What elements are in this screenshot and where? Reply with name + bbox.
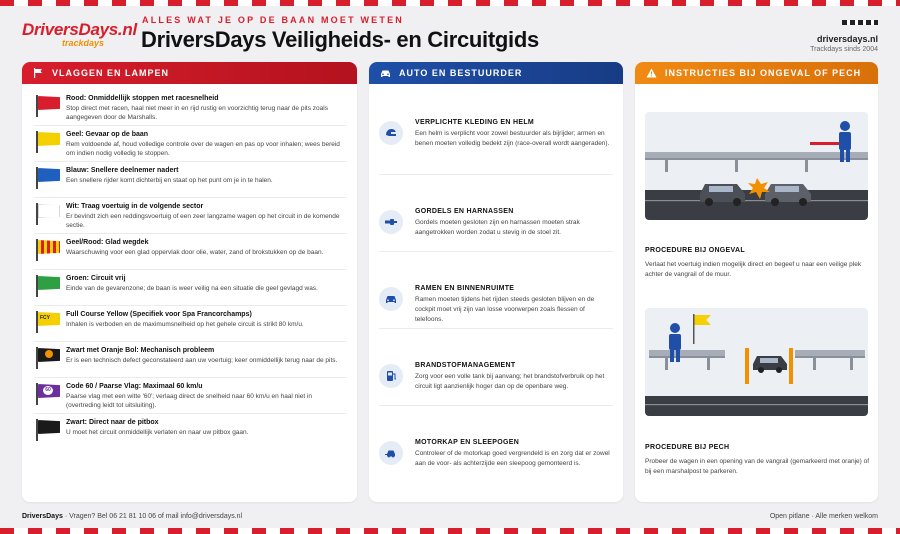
flag-desc: Er bevindt zich een reddingsvoertuig of een zeer langzame wagen op het circuit in de komende sectie. [66, 213, 340, 229]
incident-panel-title: INSTRUCTIES BIJ ONGEVAL OF PECH [665, 68, 862, 78]
seatbelt-icon [379, 210, 403, 234]
flags-panel-title: VLAGGEN EN LAMPEN [52, 68, 170, 78]
car-item-title: GORDELS EN HARNASSEN [415, 208, 514, 215]
flag-title: Groen: Circuit vrij [66, 275, 126, 282]
code60-label: 60 [43, 386, 53, 395]
page-eyebrow: ALLES WAT JE OP DE BAAN MOET WETEN [142, 15, 404, 25]
car-item-title: RAMEN EN BINNENRUIMTE [415, 285, 515, 292]
flag-row [34, 306, 347, 342]
race-flag-icon [34, 419, 62, 441]
flags-panel-header [22, 62, 357, 84]
incident-panel [635, 62, 878, 502]
car-item-text [415, 438, 613, 469]
flag-text [66, 418, 347, 437]
car-item-text [415, 207, 613, 238]
race-flag-icon [34, 311, 62, 333]
incident-panel-header [635, 62, 878, 84]
car-item [379, 84, 613, 175]
flag-text [66, 130, 347, 158]
car-item-desc: Ramen moeten tijdens het rijden steeds gesloten blijven en de cockpit moet vrij zijn van losse voorwerpen zoals flessen of telefoons. [415, 296, 595, 323]
flag-text [66, 310, 347, 329]
flag-desc: Stop direct met racen, haal niet meer in en rijd rustig en voorzichtig terug naar de pits zoals aangegeven door de Marshalls. [66, 105, 328, 121]
kerb-stripe-top [0, 0, 900, 6]
accident-procedure-title: PROCEDURE BIJ ONGEVAL [645, 247, 745, 254]
car-item-text [415, 361, 613, 392]
breakdown-illustration [645, 308, 868, 416]
accident-procedure-desc: Verlaat het voertuig indien mogelijk direct en begeef u naar een veilige plek achter de vangrail of de muur. [645, 261, 862, 278]
breakdown-procedure-title: PROCEDURE BIJ PECH [645, 444, 730, 451]
flag-row [34, 162, 347, 198]
flag-title: Zwart met Oranje Bol: Mechanisch probleem [66, 347, 215, 354]
race-flag-icon [34, 275, 62, 297]
car-item-text [415, 284, 613, 325]
race-flag-icon [34, 203, 62, 225]
flag-desc: Einde van de gevarenzone; de baan is weer veilig na een situatie die geel gevlagd was. [66, 285, 318, 292]
breakdown-procedure-desc: Probeer de wagen in een opening van de vangrail (gemarkeerd met oranje) of bij een marshalpost te parkeren. [645, 458, 870, 475]
race-flag-icon [34, 239, 62, 261]
flag-desc: Een snellere rijder komt dichterbij en staat op het punt om je in te halen. [66, 177, 273, 184]
flag-desc: Inhalen is verboden en de maximumsnelheid op het gehele circuit is strikt 80 km/u. [66, 321, 304, 328]
logo-text: DriversDays.nl [22, 20, 137, 39]
flag-row [34, 90, 347, 126]
header-site-info [810, 16, 878, 53]
flag-desc: U moet het circuit onmiddellijk verlaten en naar uw pitbox gaan. [66, 429, 249, 436]
flag-row [34, 270, 347, 306]
flag-text [66, 94, 347, 122]
page-footer [22, 513, 878, 523]
checkered-flag-icon [842, 20, 878, 25]
flag-title: Full Course Yellow (Specifiek voor Spa Francorchamps) [66, 311, 252, 318]
flag-row [34, 414, 347, 450]
flag-title: Blauw: Snellere deelnemer nadert [66, 167, 179, 174]
car-item-desc: Gordels moeten gesloten zijn en harnassen moeten strak aangetrokken worden zodat u stevig in de stoel zit. [415, 219, 580, 236]
car-item-title: MOTORKAP EN SLEEPOGEN [415, 439, 520, 446]
footer-contact [22, 513, 242, 520]
flag-row [34, 198, 347, 234]
car-list [369, 84, 623, 483]
flag-row [34, 342, 347, 378]
site-url[interactable]: driversdays.nl [816, 34, 878, 44]
flag-desc: Rem voldoende af, houd volledige controle over de wagen en pas op voor inhalen; wees bereid om indien nodig volledig te stoppen. [66, 141, 340, 157]
fuel-icon [379, 364, 403, 388]
car-item [379, 175, 613, 252]
car-item-title: VERPLICHTE KLEDING EN HELM [415, 119, 535, 126]
flag-row [34, 378, 347, 414]
race-flag-icon [34, 347, 62, 369]
flag-title: Code 60 / Paarse Vlag: Maximaal 60 km/u [66, 383, 203, 390]
car-panel [369, 62, 623, 502]
car-panel-title: AUTO EN BESTUURDER [399, 68, 523, 78]
footer-contact-text[interactable]: · Vragen? Bel 06 21 81 10 06 of mail info@driversdays.nl [62, 513, 243, 520]
car-item-desc: Controleer of de motorkap goed vergrendeld is en zorg dat er zowel aan de voor- als achterzijde een sleepoog gemonteerd is. [415, 450, 610, 467]
page-title: DriversDays Veiligheids- en Circuitgids [141, 27, 539, 52]
tow-icon [379, 441, 403, 465]
kerb-stripe-bottom [0, 528, 900, 534]
flag-title: Rood: Onmiddellijk stoppen met racesnelheid [66, 95, 219, 102]
logo-subtext: trackdays [62, 38, 105, 48]
flag-list [22, 84, 357, 450]
car-icon [379, 287, 403, 311]
footer-tagline: Open pitlane · Alle merken welkom [769, 513, 878, 520]
flag-icon [32, 67, 44, 79]
car-item [379, 406, 613, 483]
car-header-icon [379, 67, 391, 79]
car-item-desc: Zorg voor een volle tank bij aanvang; het brandstofverbruik op het circuit ligt aanzienlijk hoger dan op de openbare weg. [415, 373, 605, 390]
flag-title: Wit: Traag voertuig in de volgende sector [66, 203, 204, 210]
car-panel-header [369, 62, 623, 84]
car-item-desc: Een helm is verplicht voor zowel bestuurder als bijrijder; armen en benen moeten volledig bedekt zijn (race-overall wordt aangeraden). [415, 130, 610, 147]
flag-row [34, 234, 347, 270]
flag-desc: Paarse vlag met een witte '60'; verlaag direct de snelheid naar 60 km/u en haal niet in (overtreding leidt tot uitsluiting). [66, 393, 313, 409]
flag-text [66, 166, 347, 185]
race-flag-icon [34, 167, 62, 189]
footer-brand: DriversDays [22, 513, 63, 520]
site-since: Trackdays sinds 2004 [810, 46, 878, 53]
fcy-label: FCY [40, 315, 50, 321]
flag-desc: Waarschuwing voor een glad oppervlak door olie, water, zand of brokstukken op de baan. [66, 249, 324, 256]
car-item [379, 329, 613, 406]
race-flag-icon [34, 383, 62, 405]
flag-text [66, 346, 347, 365]
flag-text [66, 274, 347, 293]
race-flag-icon [34, 95, 62, 117]
flag-title: Zwart: Direct naar de pitbox [66, 419, 159, 426]
helmet-icon [379, 121, 403, 145]
flag-title: Geel/Rood: Glad wegdek [66, 239, 149, 246]
flags-panel [22, 62, 357, 502]
car-item-text [415, 118, 613, 149]
race-flag-icon [34, 131, 62, 153]
flag-desc: Er is een technisch defect geconstateerd aan uw voertuig; keer onmiddellijk terug naar de pits. [66, 357, 338, 364]
orange-disc-icon [45, 350, 53, 358]
flag-text [66, 238, 347, 257]
car-item-title: BRANDSTOFMANAGEMENT [415, 362, 516, 369]
car-item [379, 252, 613, 329]
warning-icon [645, 67, 657, 79]
flag-text [66, 202, 347, 230]
flag-text [66, 382, 347, 410]
flag-title: Geel: Gevaar op de baan [66, 131, 149, 138]
logo[interactable] [22, 20, 137, 48]
accident-illustration [645, 112, 868, 220]
flag-row [34, 126, 347, 162]
page-header [22, 12, 878, 58]
